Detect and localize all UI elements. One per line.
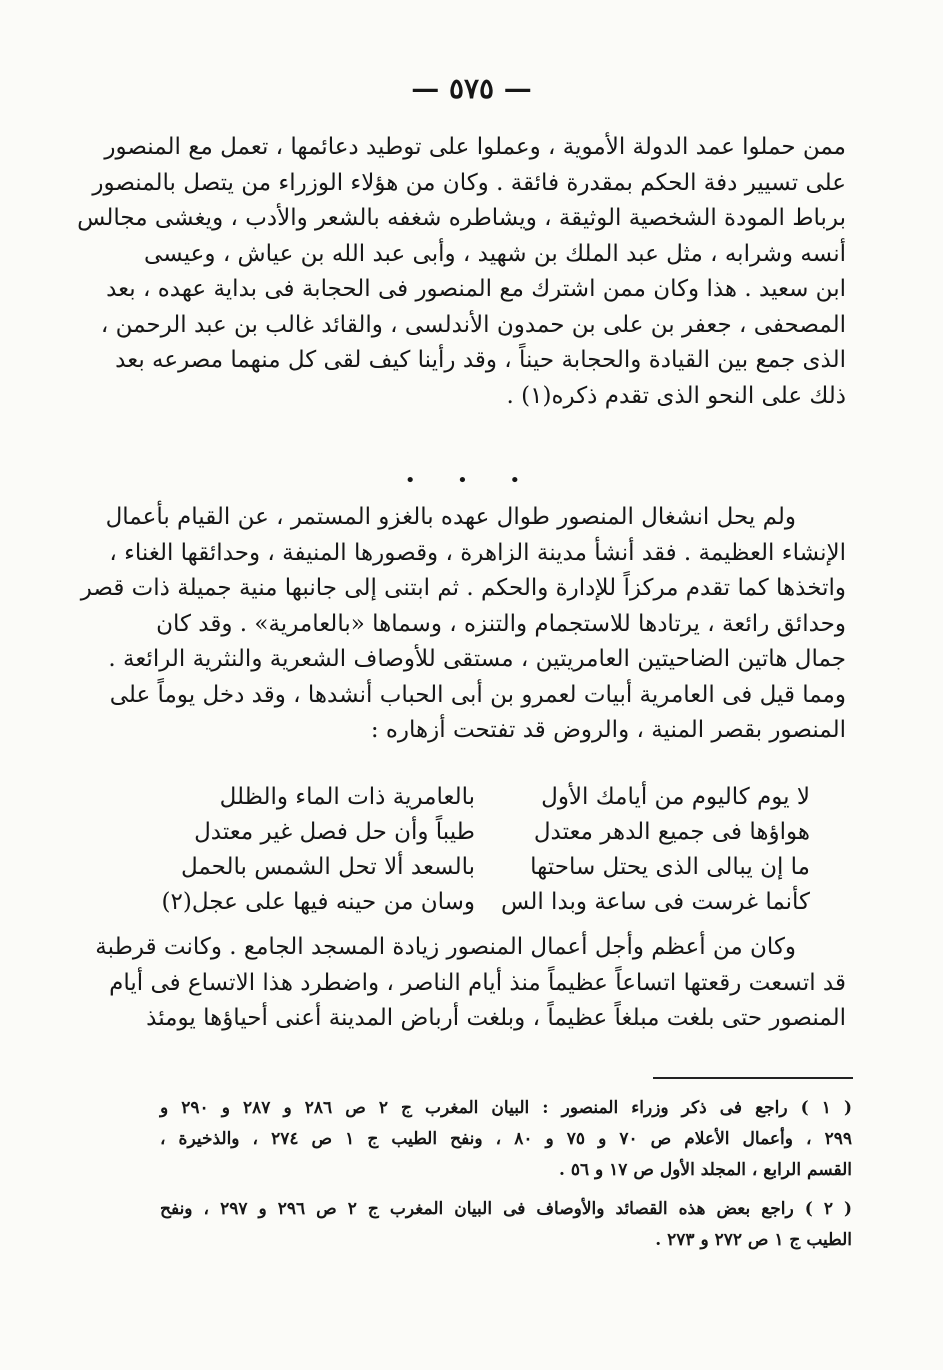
text-line: ابن سعيد . هذا وكان ممن اشترك مع المنصور فى الحجابة فى بداية عهده ، بعد — [106, 276, 846, 302]
text-line: ممن حملوا عمد الدولة الأموية ، وعملوا على توطيد دعائمها ، تعمل مع المنصور — [104, 134, 846, 160]
text-line: المصحفى ، جعفر بن على بن حمدون الأندلسى ، والقائد غالب بن عبد الرحمن ، — [100, 311, 846, 338]
verse-first-hemistich: هواؤها فى جميع الدهر معتدل — [533, 819, 810, 845]
text-line: قد اتسعت رقعتها اتساعاً عظيماً منذ أيام الناصر ، واضطرد هذا الاتساع فى أيام — [109, 969, 846, 996]
paragraph-4 — [95, 930, 846, 1037]
verse-second-hemistich: بالسعد ألا تحل الشمس بالحمل — [180, 854, 475, 880]
verse-second-hemistich: طيباً وأن حل فصل غير معتدل — [194, 819, 475, 845]
text-line: ومما قيل فى العامرية أبيات لعمرو بن أبى الحباب أنشدها ، وقد دخل يوماً على — [109, 681, 846, 708]
poem-verse — [161, 885, 810, 920]
text-line: وكان من أعظم وأجل أعمال المنصور زيادة المسجد الجامع . وكانت قرطبة — [95, 934, 796, 960]
text-line: واتخذها كما تقدم مركزاً للإدارة والحكم . ثم ابتنى إلى جانبها منية جميلة ذات قصر — [80, 575, 846, 601]
text-line: وحدائق رائعة ، يرتادها للاستجمام والتنزه ، وسماها «بالعامرية» . وقد كان — [156, 610, 846, 637]
footnote-1-line: ٢٩٩ ، وأعمال الأعلام ص ٧٠ و ٧٥ و ٨٠ ، ونفح الطيب ج ١ ص ٢٧٤ ، والذخيرة ، — [160, 1129, 852, 1149]
text-line: جمال هاتين الضاحيتين العامريتين ، مستقى للأوصاف الشعرية والنثرية الرائعة . — [108, 646, 846, 672]
footnote-2-line: الطيب ج ١ ص ٢٧٢ و ٢٧٣ . — [655, 1230, 852, 1250]
page-number: — ٥٧٥ — — [411, 72, 532, 105]
footnote-rule — [653, 1077, 853, 1079]
verse-second-hemistich: بالعامرية ذات الماء والظلل — [219, 784, 475, 810]
text-line: ولم يحل انشغال المنصور طوال عهده بالغزو المستمر ، عن القيام بأعمال — [105, 504, 796, 530]
poem — [161, 780, 810, 920]
text-line: المنصور حتى بلغت مبلغاً عظيماً ، وبلغت أرباض المدينة أعنى أحياؤها يومئذ — [146, 1005, 846, 1031]
footnotes — [160, 1093, 852, 1256]
poem-verse — [180, 850, 810, 885]
paragraph-1 — [77, 130, 846, 414]
text-line: الذى جمع بين القيادة والحجابة حيناً ، وقد رأينا كيف لقى كل منهما مصرعه بعد — [115, 347, 846, 373]
verse-first-hemistich: لا يوم كاليوم من أيامك الأول — [541, 784, 810, 810]
section-separator: • • • — [404, 470, 539, 491]
text-line: ذلك على النحو الذى تقدم ذكره(١) . — [506, 382, 846, 409]
text-line: المنصور بقصر المنية ، والروض قد تفتحت أزهاره : — [370, 717, 846, 743]
verse-first-hemistich: ما إن يبالى الذى يحتل ساحتها — [530, 854, 810, 880]
text-line: أنسه وشرابه ، مثل عبد الملك بن شهيد ، وأبى عبد الله بن عياش ، وعيسى — [144, 240, 846, 267]
text-line: على تسيير دفة الحكم بمقدرة فائقة . وكان من هؤلاء الوزراء من يتصل بالمنصور — [92, 169, 846, 196]
poem-verse — [180, 780, 810, 815]
paragraph-2 — [80, 500, 846, 749]
footnote-1-line: القسم الرابع ، المجلد الأول ص ١٧ و ٥٦ . — [559, 1160, 852, 1180]
text-line: برباط المودة الشخصية الوثيقة ، ويشاطره شغفه بالشعر والأدب ، ويغشى مجالس — [77, 205, 846, 231]
verse-second-hemistich: وسان من حينه فيها على عجل(٢) — [161, 889, 475, 915]
footnote-2-line: ( ٢ ) راجع بعض هذه القصائد والأوصاف فى البيان المغرب ج ٢ ص ٢٩٦ و ٢٩٧ ، ونفح — [160, 1199, 853, 1219]
text-line: الإنشاء العظيمة . فقد أنشأ مدينة الزاهرة ، وقصورها المنيفة ، وحدائقها الغناء ، — [109, 539, 846, 566]
poem-verse — [180, 815, 810, 850]
verse-first-hemistich: كأنما غرست فى ساعة وبدا الس — [501, 889, 810, 915]
footnote-1-line: ( ١ ) راجع فى ذكر وزراء المنصور : البيان المغرب ج ٢ ص ٢٨٦ و ٢٨٧ و ٢٩٠ و — [160, 1098, 853, 1118]
